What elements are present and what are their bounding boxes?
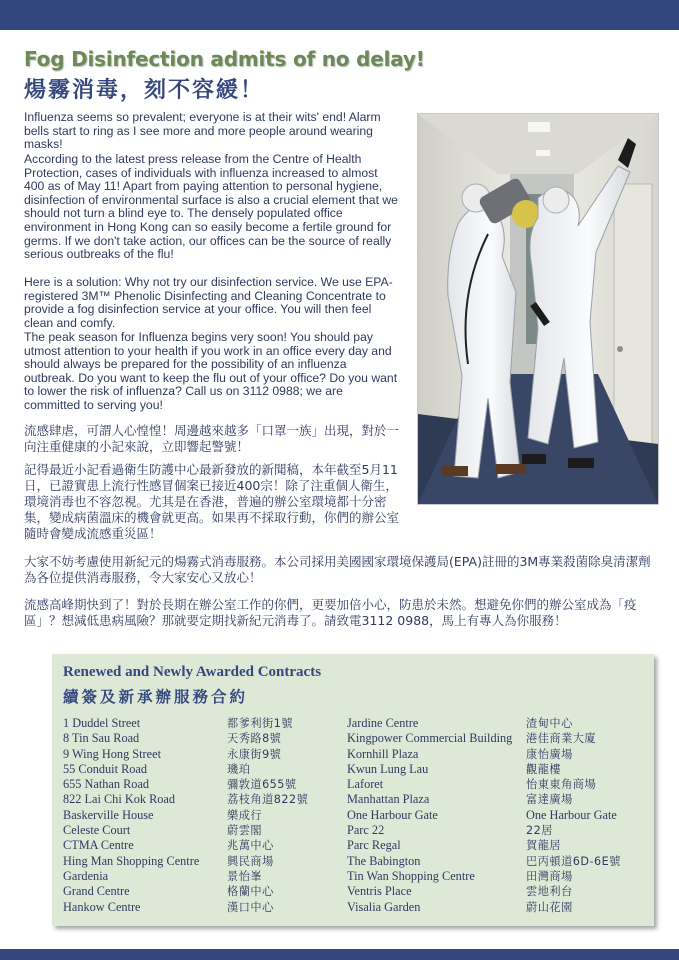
article-en-paragraph-2: According to the latest press release from the Centre of Health Protection, cases of individuals with influenza increased to almost 400 as of May 11! Apart from paying attention to personal hygiene, disinfection of environmental surface is also a crucial element that we should not turn a blind eye to. The densely populated office environment in Hong Kong can so easily become a fertile ground for germs. If we don't take action, our offices can be the source of really serious outbreaks of the flu! bbox=[24, 152, 398, 262]
disinfection-workers-photo bbox=[417, 113, 659, 505]
list-item: 漢口中心 bbox=[227, 900, 274, 914]
list-item: The Babington bbox=[347, 853, 421, 868]
list-item: Kingpower Commercial Building bbox=[347, 731, 513, 746]
list-item: 雲地利台 bbox=[526, 885, 573, 899]
list-item: 1 Duddel Street bbox=[63, 716, 141, 730]
contracts-column-2-english bbox=[347, 716, 512, 915]
list-item: 都爹利街1號 bbox=[227, 717, 294, 730]
list-item: Parc Regal bbox=[347, 838, 401, 853]
list-item: 22居 bbox=[526, 824, 553, 838]
list-item: Jardine Centre bbox=[347, 716, 419, 730]
list-item: 巴丙頓道6D-6E號 bbox=[526, 854, 621, 868]
list-item: 興民商場 bbox=[227, 854, 274, 868]
list-item: 55 Conduit Road bbox=[63, 761, 148, 776]
list-item: 賀龍居 bbox=[526, 839, 562, 853]
list-item: CTMA Centre bbox=[63, 838, 134, 853]
top-banner-bar bbox=[0, 0, 679, 30]
list-item: 蔚山花園 bbox=[526, 900, 573, 914]
list-item: 822 Lai Chi Kok Road bbox=[63, 792, 176, 807]
headline-english: Fog Disinfection admits of no delay! bbox=[24, 47, 425, 71]
contracts-column-1-chinese bbox=[227, 716, 308, 915]
list-item: 景怡峯 bbox=[227, 869, 263, 883]
list-item: Ventris Place bbox=[347, 884, 412, 899]
list-item: Parc 22 bbox=[347, 823, 385, 838]
article-zh-paragraph-3: 大家不妨考慮使用新紀元的煬霧式消毒服務。本公司採用美國國家環境保護局(EPA)註冊的3M專業殺菌除臭清潔劑為各位提供消毒服務，令大家安心又放心！ bbox=[24, 554, 651, 585]
list-item: 觀龍樓 bbox=[526, 762, 562, 776]
list-item: 9 Wing Hong Street bbox=[63, 746, 161, 761]
article-zh-paragraph-2: 記得最近小記看過衛生防護中心最新發放的新聞稿，本年截至5月11日，已證實患上流行性感冒個案已接近400宗！除了注重個人衛生，環境消毒也不容忽視。尤其是在香港，普遍的辦公室環境都十分密集，變成病菌溫床的機會就更高。如果再不採取行動，你們的辦公室隨時會變成流感重災區！ bbox=[24, 462, 400, 541]
list-item: Kwun Lung Lau bbox=[347, 761, 429, 776]
list-item: 樂成行 bbox=[227, 808, 263, 822]
list-item: Visalia Garden bbox=[347, 899, 421, 914]
contracts-title-english: Renewed and Newly Awarded Contracts bbox=[63, 664, 322, 680]
article-zh-paragraph-4: 流感高峰期快到了！對於長期在辦公室工作的你們，更要加倍小心，防患於未然。想避免你們的辦公室成為「疫區」？想減低患病風險？那就要定期找新紀元消毒了。請致電3112 0988，馬上有專人為你服務！ bbox=[24, 597, 637, 628]
list-item: 璣珀 bbox=[227, 762, 251, 776]
list-item: 格蘭中心 bbox=[227, 885, 274, 899]
list-item: 康怡廣場 bbox=[526, 747, 573, 761]
list-item: Baskerville House bbox=[63, 807, 154, 822]
list-item: 兆萬中心 bbox=[227, 839, 274, 853]
article-en-paragraph-1: Influenza seems so prevalent; everyone is at their wits' end! Alarm bells start to ring as I see more and more people around wearing masks! bbox=[24, 110, 381, 152]
list-item: Hing Man Shopping Centre bbox=[63, 853, 200, 868]
list-item: 田灣商場 bbox=[526, 869, 573, 883]
list-item: Gardenia bbox=[63, 868, 109, 883]
list-item: 永康街9號 bbox=[227, 747, 282, 761]
contracts-title-chinese: 續簽及新承辦服務合約 bbox=[63, 688, 249, 706]
list-item: 港佳商業大廈 bbox=[526, 732, 597, 746]
list-item: 天秀路8號 bbox=[227, 732, 282, 746]
list-item: Laforet bbox=[347, 777, 384, 792]
list-item: 荔枝角道822號 bbox=[227, 793, 309, 807]
list-item: 蔚雲閣 bbox=[227, 824, 263, 838]
list-item: Grand Centre bbox=[63, 884, 130, 899]
list-item: Kornhill Plaza bbox=[347, 746, 419, 761]
list-item: Celeste Court bbox=[63, 823, 131, 838]
article-en-paragraph-4: The peak season for Influenza begins very soon! You should pay utmost attention to your health if you work in an office every day and should always be prepared for the possibility of an influenza outbreak. Do you want to keep the flu out of your office? Do you want to lower the risk of influenza? Call us on 3112 0988; we are committed to serving you! bbox=[24, 330, 398, 412]
contracts-column-1-english bbox=[63, 716, 199, 915]
list-item: Hankow Centre bbox=[63, 899, 141, 914]
article-en-paragraph-3: Here is a solution: Why not try our disinfection service. We use EPA-registered 3M™ Phenolic Disinfecting and Cleaning Concentrate to provide a fog disinfection service at your office. You will then feel clean and comfy. bbox=[24, 275, 393, 330]
list-item: 富達廣場 bbox=[526, 793, 573, 807]
contracts-panel bbox=[52, 654, 654, 926]
list-item: 彌敦道655號 bbox=[227, 778, 297, 792]
list-item: 渣甸中心 bbox=[526, 717, 573, 730]
headline-chinese: 煬霧消毒，刻不容緩！ bbox=[24, 78, 265, 103]
list-item: One Harbour Gate bbox=[347, 807, 438, 822]
list-item: 8 Tin Sau Road bbox=[63, 731, 140, 746]
list-item: 怡東東角商場 bbox=[526, 778, 597, 792]
list-item: 655 Nathan Road bbox=[63, 777, 150, 792]
article-zh-paragraph-1: 流感肆虐，可謂人心惶惶！周邊越來越多「口罩一族」出現，對於一向注重健康的小記來說，立即響起警號！ bbox=[24, 423, 400, 454]
bottom-banner-bar bbox=[0, 949, 679, 960]
list-item: Manhattan Plaza bbox=[347, 792, 430, 807]
list-item: Tin Wan Shopping Centre bbox=[347, 868, 475, 883]
contracts-column-2-chinese bbox=[526, 716, 621, 915]
list-item: One Harbour Gate bbox=[526, 807, 617, 822]
